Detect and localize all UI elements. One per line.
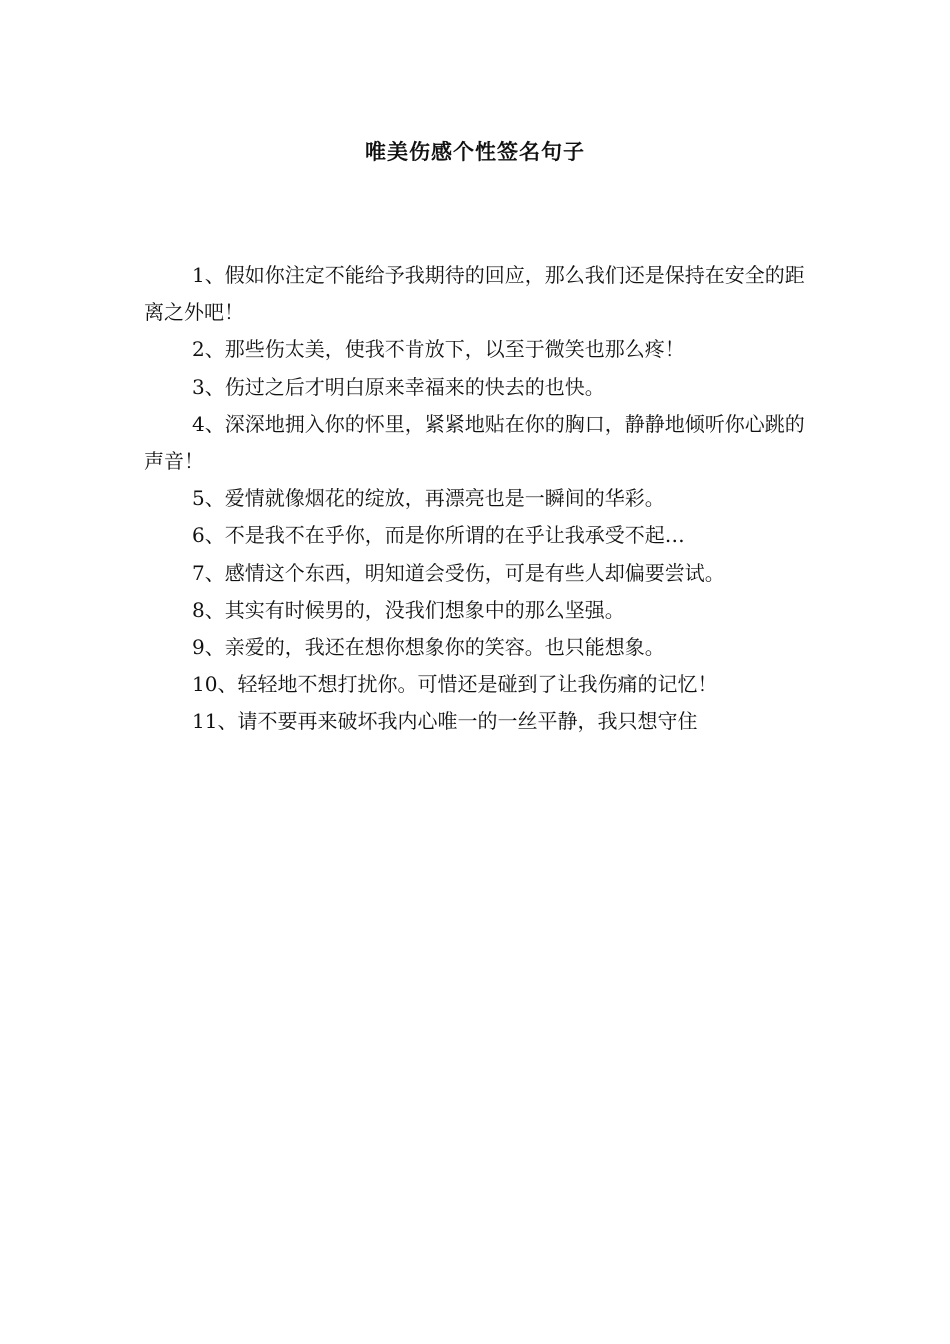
paragraph-8: 8、其实有时候男的，没我们想象中的那么坚强。	[192, 597, 625, 622]
paragraph-11: 11、请不要再来破坏我内心唯一的一丝平静，我只想守住	[192, 709, 698, 734]
paragraph-9: 9、亲爱的，我还在想你想象你的笑容。也只能想象。	[192, 635, 665, 660]
paragraph-4: 4、深深地拥入你的怀里，紧紧地贴在你的胸口，静静地倾听你心跳的声音！	[144, 411, 805, 474]
document-title: 唯美伤感个性签名句子	[365, 140, 585, 164]
paragraph-1: 1、假如你注定不能给予我期待的回应，那么我们还是保持在安全的距离之外吧！	[144, 263, 805, 325]
paragraph-7: 7、感情这个东西，明知道会受伤，可是有些人却偏要尝试。	[192, 560, 725, 585]
document-body	[144, 257, 824, 741]
paragraph-6: 6、不是我不在乎你，而是你所谓的在乎让我承受不起…	[192, 523, 685, 548]
paragraph-5: 5、爱情就像烟花的绽放，再漂亮也是一瞬间的华彩。	[192, 486, 665, 511]
paragraph-3: 3、伤过之后才明白原来幸福来的快去的也快。	[192, 374, 605, 399]
paragraph-2: 2、那些伤太美，使我不肯放下，以至于微笑也那么疼！	[192, 337, 685, 362]
paragraph-10: 10、轻轻地不想打扰你。可惜还是碰到了让我伤痛的记忆！	[192, 672, 718, 697]
